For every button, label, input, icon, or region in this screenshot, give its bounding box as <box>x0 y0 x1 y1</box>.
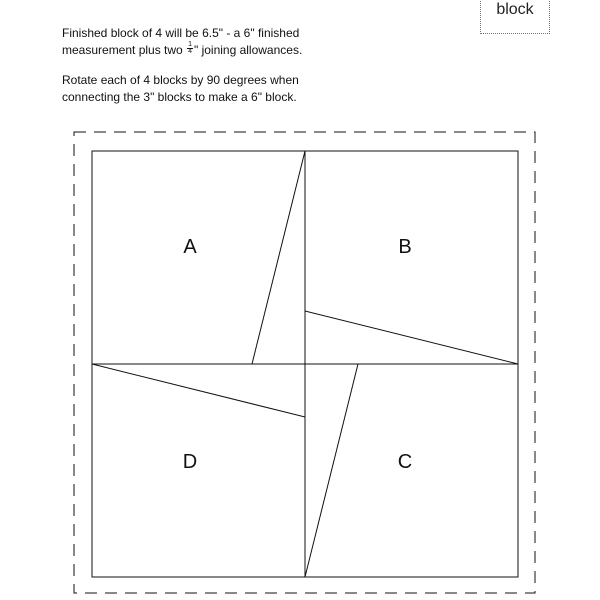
finished-size-text: Finished block of 4 will be 6.5" - a 6" finished measurement plus two <box>62 26 300 57</box>
star-point-top <box>252 151 305 364</box>
star-point-right <box>305 311 518 364</box>
star-point-left <box>92 364 305 417</box>
fraction-denominator: 4 <box>188 48 192 56</box>
quadrant-label-d: D <box>182 451 198 473</box>
fraction-numerator: 1 <box>188 41 192 49</box>
quadrant-label-a: A <box>183 236 197 258</box>
quadrant-label-c: C <box>397 451 413 473</box>
quadrant-label-b: B <box>398 236 412 258</box>
rotation-note: Rotate each of 4 blocks by 90 degrees when connecting the 3" blocks to make a 6" block. <box>62 73 299 104</box>
finished-size-text-end: " joining allowances. <box>193 43 303 57</box>
star-point-bottom <box>305 364 358 577</box>
block-tag-text: block <box>496 1 534 18</box>
